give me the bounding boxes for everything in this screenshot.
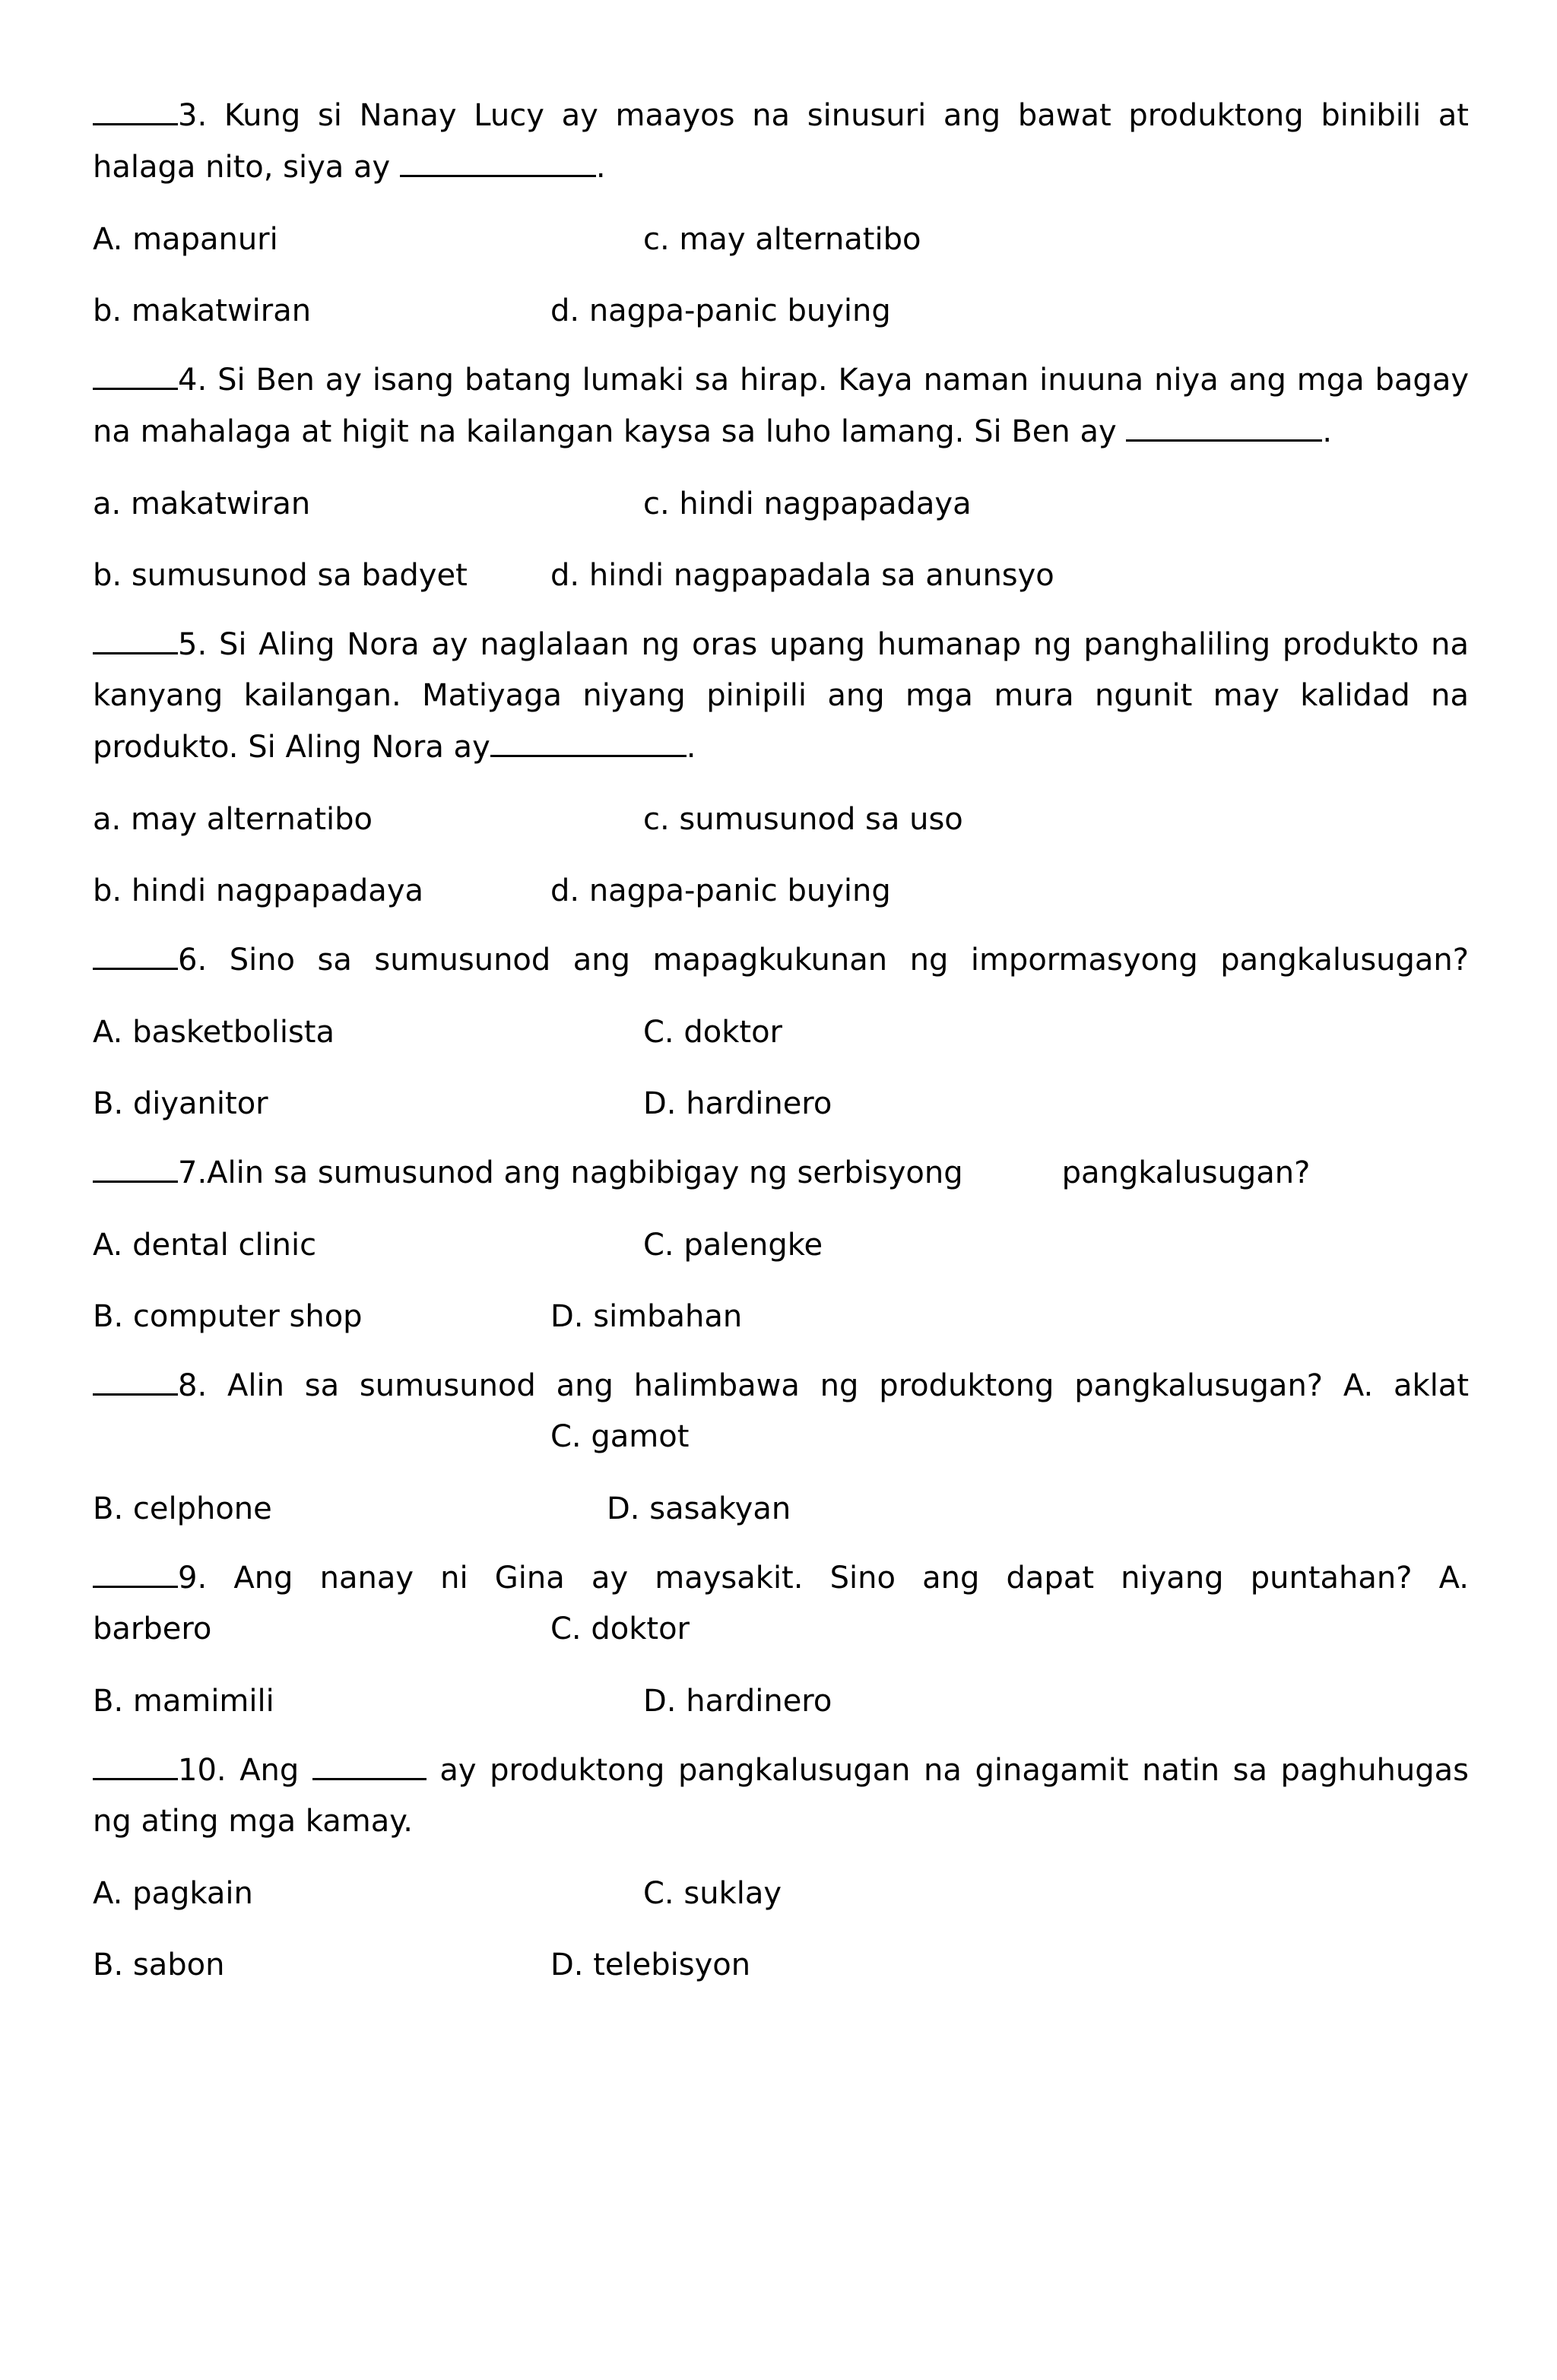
choice-b: B. sabon [93, 1947, 225, 1982]
choice-d: D. simbahan [550, 1299, 743, 1334]
choice-row [93, 1665, 1469, 1737]
question-number: 3. [178, 98, 208, 133]
question-5 [93, 619, 1469, 773]
answer-blank [1126, 406, 1322, 442]
choice-a-continued: barbero [93, 1611, 212, 1646]
question-4 [93, 354, 1469, 458]
question-10 [93, 1745, 1469, 1847]
number-blank [93, 354, 178, 390]
choice-row [93, 204, 1469, 275]
number-blank [93, 934, 178, 970]
question-6 [93, 934, 1469, 986]
choice-d: D. telebisyon [550, 1947, 751, 1982]
choice-d: d. hindi nagpapadala sa anunsyo [550, 558, 1054, 593]
question-text-end: . [595, 150, 606, 185]
choice-row [93, 855, 1469, 927]
number-blank [93, 1552, 178, 1588]
question-text: Ang [239, 1753, 300, 1788]
choice-d: D. hardinero [643, 1086, 832, 1121]
question-text: Ang nanay ni Gina ay maysakit. Sino ang dapat niyang [233, 1561, 1224, 1596]
choice-row [93, 275, 1469, 347]
choice-a: a. makatwiran [93, 486, 311, 521]
question-text-end: pangkalusugan? [1061, 1155, 1311, 1190]
question-8-continued [93, 1412, 1469, 1463]
choice-c: C. gamot [550, 1419, 690, 1454]
choice-c: C. palengke [643, 1228, 823, 1263]
choice-d: d. nagpa-panic buying [550, 873, 891, 908]
choice-b: B. celphone [93, 1491, 272, 1526]
question-text: Kung si Nanay Lucy ay maayos na sinusuri ang bawat produktong binibili at halaga nito, siya ay [93, 98, 1469, 185]
choice-row [93, 997, 1469, 1068]
question-number: 10. [178, 1753, 227, 1788]
question-text: Alin sa sumusunod ang nagbibigay ng serbisyong [207, 1155, 963, 1190]
choice-d: d. nagpa-panic buying [550, 293, 891, 328]
choice-c: c. may alternatibo [643, 222, 921, 257]
choice-d: D. hardinero [643, 1684, 832, 1719]
question-number: 7. [178, 1155, 208, 1190]
choice-c: C. suklay [643, 1876, 782, 1911]
choice-b: B. mamimili [93, 1684, 274, 1719]
question-text-end: . [686, 730, 696, 765]
question-number: 6. [178, 943, 208, 978]
choice-row [93, 1473, 1469, 1545]
question-9 [93, 1552, 1469, 1604]
choice-a: A. dental clinic [93, 1228, 317, 1263]
choice-a: A. basketbolista [93, 1015, 335, 1050]
answer-blank [400, 141, 596, 177]
number-blank [93, 619, 178, 654]
choice-d: D. sasakyan [607, 1491, 791, 1526]
question-text-mid: puntahan? A. [1250, 1561, 1470, 1596]
question-number: 8. [178, 1368, 208, 1403]
number-blank [93, 1360, 178, 1396]
number-blank [93, 90, 178, 125]
question-text-end: pangkalusugan? [1220, 943, 1470, 978]
choice-b: b. sumusunod sa badyet [93, 558, 468, 593]
choice-row [93, 540, 1469, 611]
choice-c: C. doktor [550, 1611, 690, 1646]
choice-c: C. doktor [643, 1015, 782, 1050]
question-text: Alin sa sumusunod ang halimbawa ng produktong [227, 1368, 1054, 1403]
choice-row [93, 784, 1469, 855]
choice-a: a. may alternatibo [93, 802, 373, 837]
answer-blank [490, 721, 687, 757]
question-3 [93, 90, 1469, 193]
choice-c: c. hindi nagpapadaya [643, 486, 972, 521]
choice-a: A. mapanuri [93, 222, 278, 257]
question-number: 4. [178, 363, 208, 398]
choice-b: B. computer shop [93, 1299, 363, 1334]
question-number: 5. [178, 627, 208, 662]
choice-b: b. makatwiran [93, 293, 312, 328]
question-text: Sino sa sumusunod ang mapagkukunan ng impormasyong [229, 943, 1198, 978]
choice-a: A. pagkain [93, 1876, 253, 1911]
choice-c: c. sumusunod sa uso [643, 802, 963, 837]
choice-row [93, 1858, 1469, 1929]
question-text: Si Ben ay isang batang lumaki sa hirap. Kaya naman inuuna niya ang mga bagay na mahalaga at higit na kailangan kaysa sa luho lamang. Si Ben ay [93, 363, 1470, 449]
choice-row [93, 1929, 1469, 2001]
choice-row [93, 1281, 1469, 1352]
choice-row [93, 1209, 1469, 1281]
question-7 [93, 1147, 1469, 1199]
question-text-end: . [1322, 414, 1333, 449]
choice-b: b. hindi nagpapadaya [93, 873, 423, 908]
question-8 [93, 1360, 1469, 1412]
choice-row [93, 1068, 1469, 1139]
number-blank [93, 1745, 178, 1780]
question-text: Si Aling Nora ay naglalaan ng oras upang humanap ng panghaliling produkto na kanyang kailangan. Matiyaga niyang pinipili ang mga mura ngunit may kalidad na produkto. Si Aling Nora ay [93, 627, 1470, 765]
question-text-mid: ay produktong pangkalusugan na ginagamit [439, 1753, 1129, 1788]
question-9-continued [93, 1604, 1469, 1655]
number-blank [93, 1147, 178, 1183]
choice-b: B. diyanitor [93, 1086, 268, 1121]
worksheet-page [93, 90, 1469, 2001]
answer-blank [312, 1745, 427, 1780]
question-text-end: natin sa paghuhugas ng ating mga kamay. [93, 1753, 1470, 1839]
question-number: 9. [178, 1561, 208, 1596]
question-text-mid: pangkalusugan? A. aklat [1074, 1368, 1469, 1403]
choice-row [93, 468, 1469, 540]
